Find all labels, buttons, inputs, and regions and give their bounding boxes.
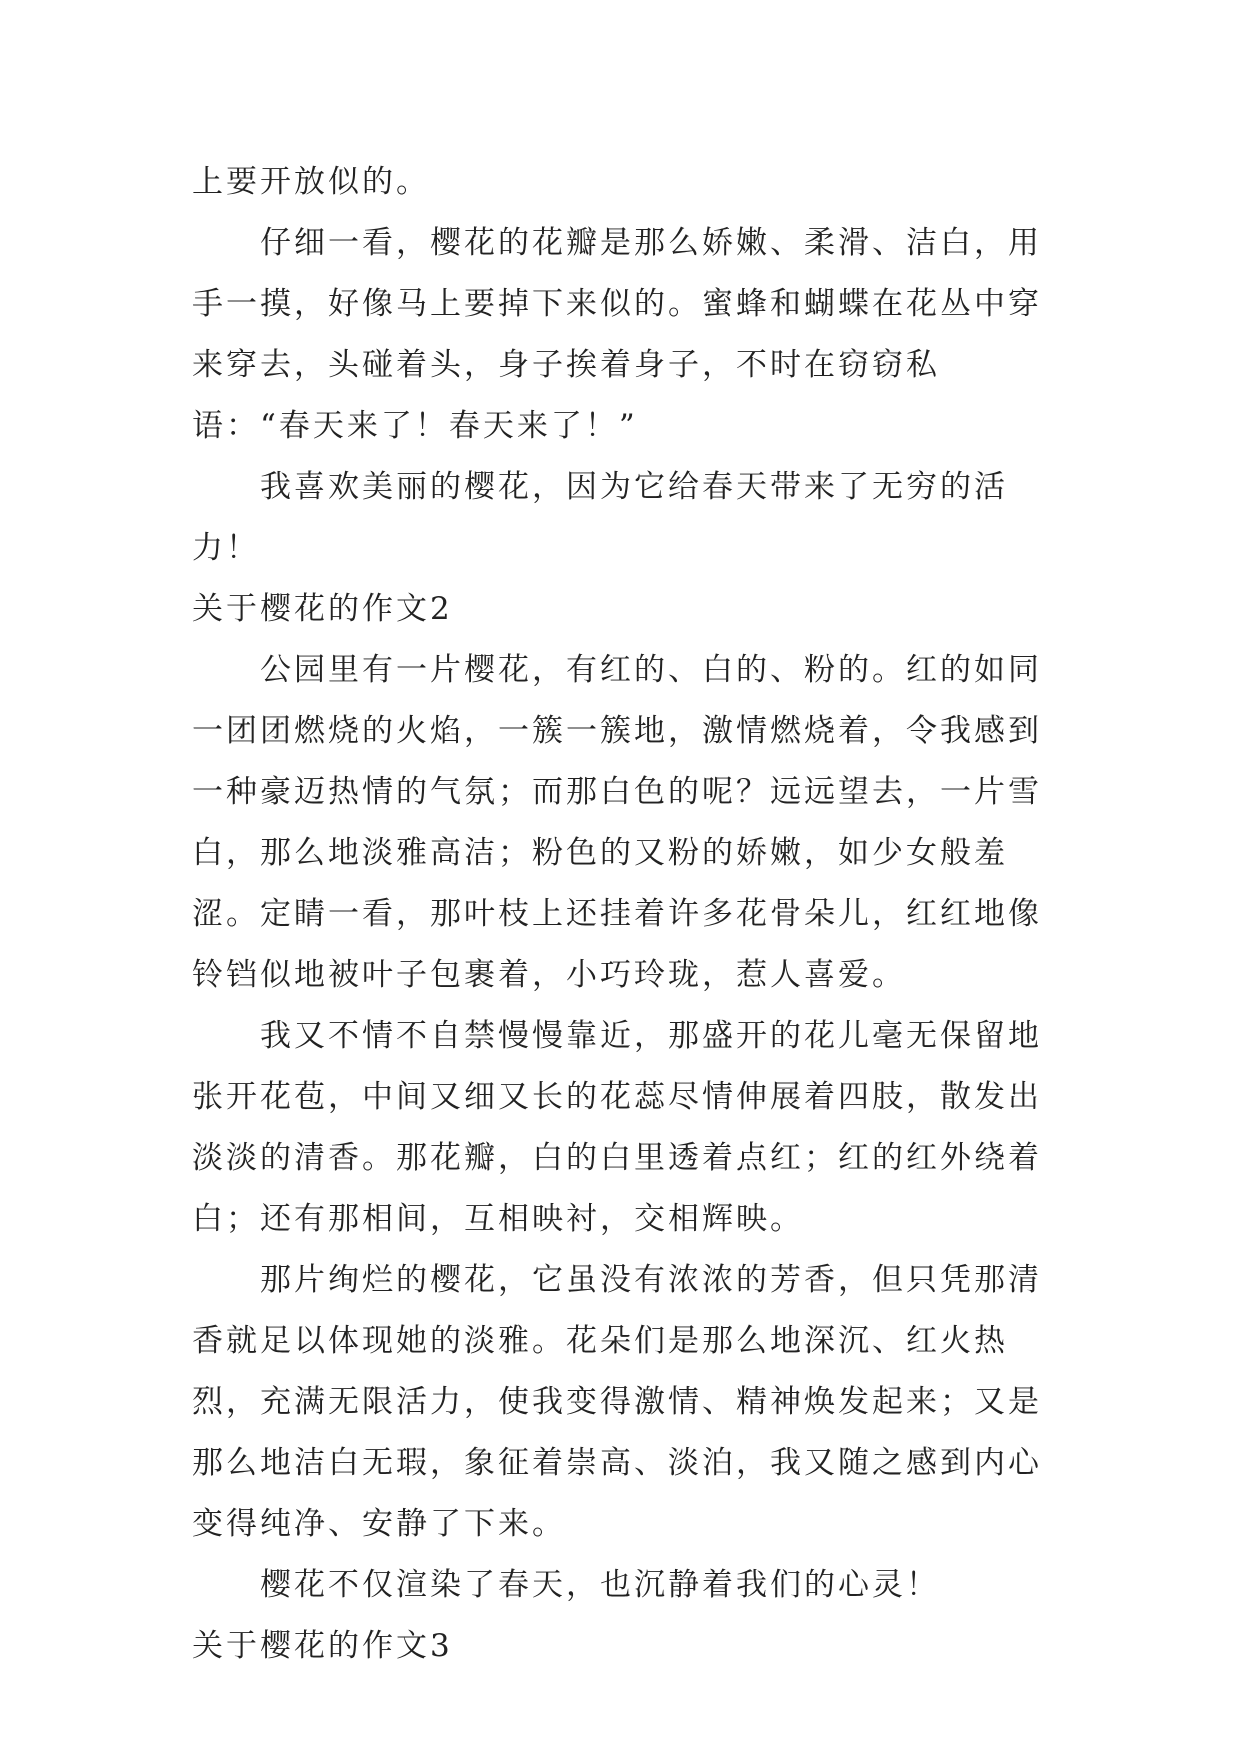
paragraph-fragrance: 那片绚烂的樱花，它虽没有浓浓的芳香，但只凭那清香就足以体现她的淡雅。花朵们是那么地深沉、红火热烈，充满无限活力，使我变得激情、精神焕发起来；又是那么地洁白无瑕，象征着崇高、淡泊，我又随之感到内心变得纯净、安静了下来。: [192, 1262, 1042, 1542]
document-body: [192, 152, 1052, 1677]
paragraph-park: 公园里有一片樱花，有红的、白的、粉的。红的如同一团团燃烧的火焰，一簇一簇地，激情燃烧着，令我感到一种豪迈热情的气氛；而那白色的呢？远远望去，一片雪白，那么地淡雅高洁；粉色的又粉的娇嫩，如少女般羞涩。定睛一看，那叶枝上还挂着许多花骨朵儿，红红地像铃铛似地被叶子包裹着，小巧玲珑，惹人喜爱。: [192, 652, 1042, 993]
paragraph-conclusion-1: 我喜欢美丽的樱花，因为它给春天带来了无穷的活力！: [192, 469, 1008, 566]
essay-title-2: 关于樱花的作文2: [192, 591, 453, 627]
paragraph-petals: 仔细一看，樱花的花瓣是那么娇嫩、柔滑、洁白，用手一摸，好像马上要掉下来似的。蜜蜂和蝴蝶在花丛中穿来穿去，头碰着头，身子挨着身子，不时在窃窃私语：“春天来了！春天来了！”: [192, 225, 1042, 444]
paragraph-conclusion-2: 樱花不仅渲染了春天，也沉静着我们的心灵！: [260, 1567, 940, 1603]
paragraph-continuation: 上要开放似的。: [192, 164, 430, 200]
paragraph-approach: 我又不情不自禁慢慢靠近，那盛开的花儿毫无保留地张开花苞，中间又细又长的花蕊尽情伸展着四肢，散发出淡淡的清香。那花瓣，白的白里透着点红；红的红外绕着白；还有那相间，互相映衬，交相辉映。: [192, 1018, 1042, 1237]
essay-title-3: 关于樱花的作文3: [192, 1628, 453, 1664]
